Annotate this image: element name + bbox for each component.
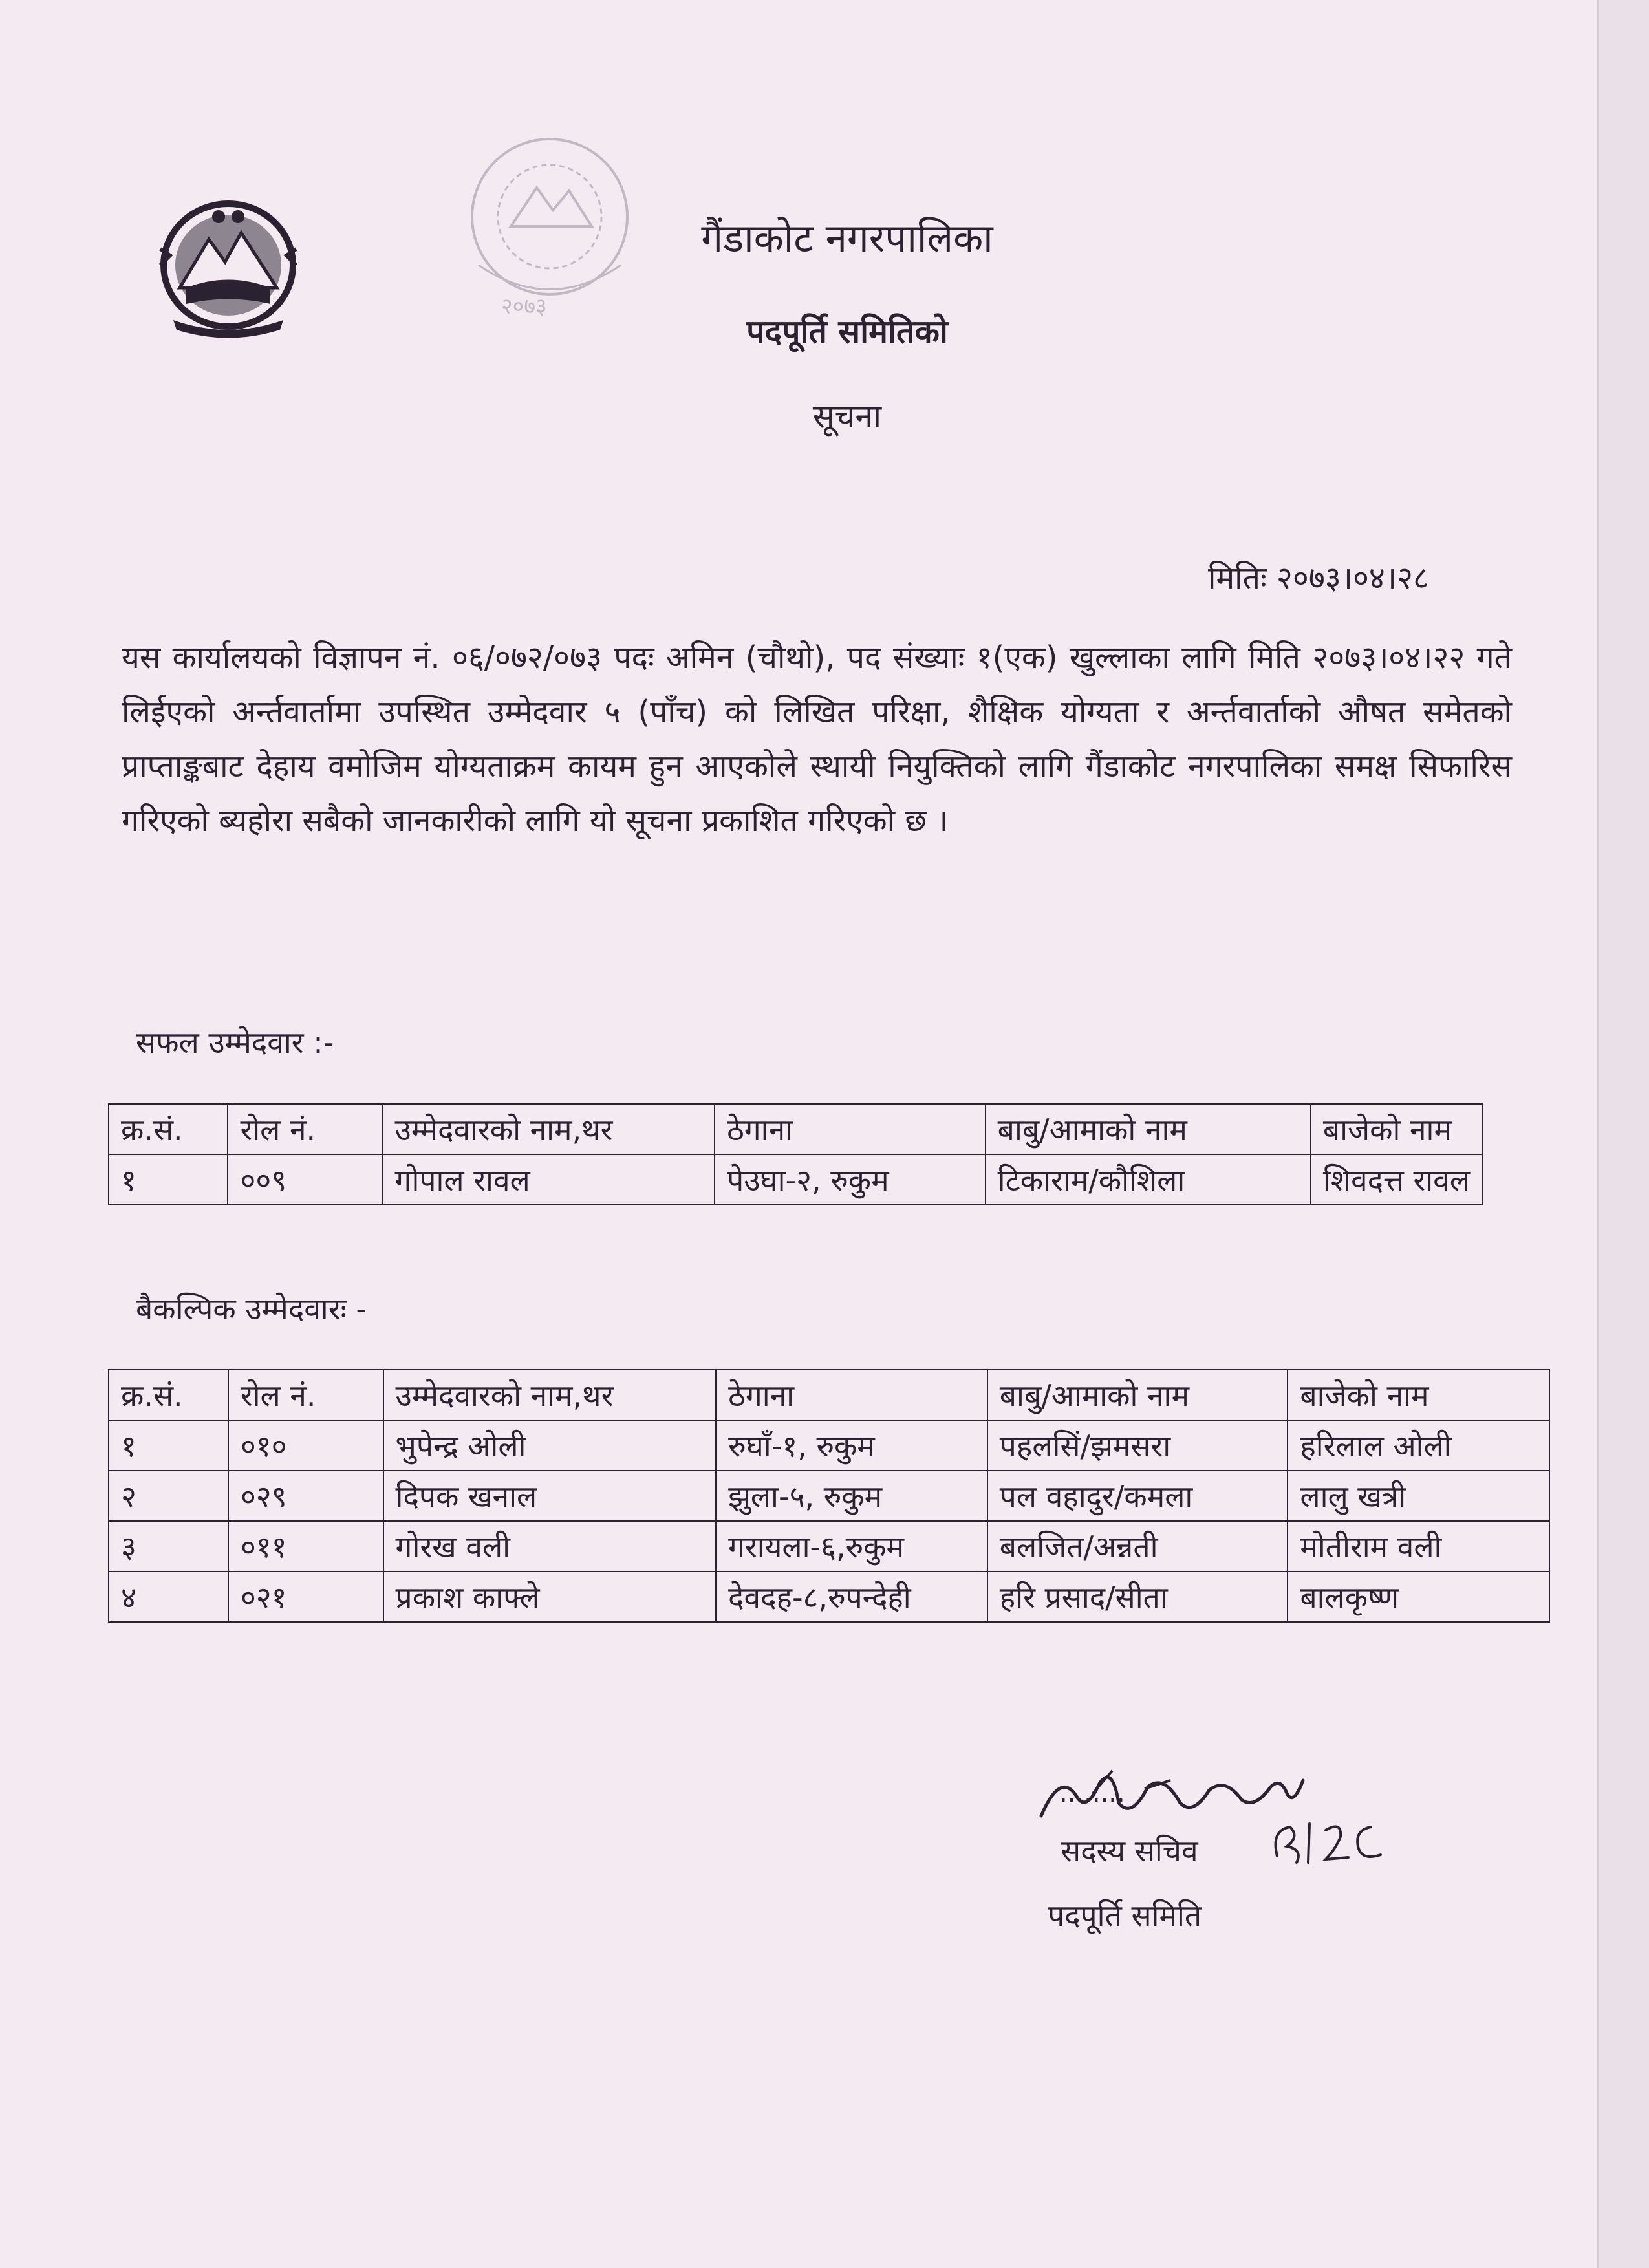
- table-row: [109, 1420, 1549, 1471]
- table-cell: ४: [109, 1571, 228, 1622]
- table-row: [109, 1154, 1482, 1205]
- table-row: [109, 1471, 1549, 1521]
- seal-number: २०७३: [501, 294, 547, 319]
- header-cell: ठेगाना: [715, 1104, 986, 1154]
- header-cell: बाजेको नाम: [1288, 1370, 1549, 1420]
- header-cell: उम्मेदवारको नाम,थर: [383, 1104, 715, 1154]
- table-cell: पेउघा-२, रुकुम: [715, 1154, 986, 1205]
- header-cell: रोल नं.: [228, 1370, 383, 1420]
- header-cell: बाजेको नाम: [1311, 1104, 1482, 1154]
- table-header-row: [109, 1370, 1549, 1420]
- table-cell: शिवदत्त रावल: [1311, 1154, 1482, 1205]
- table-cell: टिकाराम/कौशिला: [986, 1154, 1311, 1205]
- table-cell: ०२१: [228, 1571, 383, 1622]
- paper-edge: [1597, 0, 1649, 2268]
- table-cell: ०२९: [228, 1471, 383, 1521]
- table-cell: पल वहादुर/कमला: [987, 1471, 1288, 1521]
- header-cell: बाबु/आमाको नाम: [987, 1370, 1288, 1420]
- alternate-candidates-table: [108, 1369, 1550, 1623]
- table-header-row: [109, 1104, 1482, 1154]
- notice-date: मितिः २०७३।०४।२८: [1208, 560, 1429, 596]
- table-cell: पहलसिं/झमसरा: [987, 1420, 1288, 1471]
- table-cell: गरायला-६,रुकुम: [716, 1521, 987, 1571]
- successful-candidates-label: सफल उम्मेदवार :-: [136, 1025, 334, 1060]
- header-cell: बाबु/आमाको नाम: [986, 1104, 1311, 1154]
- table-cell: ००९: [228, 1154, 382, 1205]
- table-cell: ०११: [228, 1521, 383, 1571]
- table-cell: हरि प्रसाद/सीता: [987, 1571, 1288, 1622]
- table-row: [109, 1521, 1549, 1571]
- table-cell: भुपेन्द्र ओली: [383, 1420, 717, 1471]
- table-cell: ०१०: [228, 1420, 383, 1471]
- committee-subtitle: पदपूर्ति समितिको: [746, 313, 948, 351]
- table-cell: झुला-५, रुकुम: [716, 1471, 987, 1521]
- table-cell: लालु खत्री: [1288, 1471, 1549, 1521]
- signature-dots: ........: [1059, 1778, 1125, 1808]
- header-cell: रोल नं.: [228, 1104, 382, 1154]
- member-secretary-title: सदस्य सचिव: [1061, 1833, 1198, 1868]
- table-cell: प्रकाश काफ्ले: [383, 1571, 717, 1622]
- table-cell: ३: [109, 1521, 228, 1571]
- table-cell: बालकृष्ण: [1288, 1571, 1549, 1622]
- successful-candidates-table: [108, 1103, 1483, 1205]
- notice-label: सूचना: [812, 398, 882, 435]
- municipality-title: गैंडाकोट नगरपालिका: [701, 216, 993, 261]
- header-cell: उम्मेदवारको नाम,थर: [383, 1370, 717, 1420]
- table-row: [109, 1571, 1549, 1622]
- table-cell: रुघाँ-१, रुकुम: [716, 1420, 987, 1471]
- table-cell: गोपाल रावल: [383, 1154, 715, 1205]
- table-cell: हरिलाल ओली: [1288, 1420, 1549, 1471]
- table-cell: २: [109, 1471, 228, 1521]
- table-cell: मोतीराम वली: [1288, 1521, 1549, 1571]
- table-cell: देवदह-८,रुपन्देही: [716, 1571, 987, 1622]
- handwritten-date: [1264, 1811, 1394, 1869]
- header-cell: क्र.सं.: [109, 1104, 228, 1154]
- alternate-candidates-label: बैकल्पिक उम्मेदवारः -: [136, 1291, 367, 1326]
- table-cell: १: [109, 1420, 228, 1471]
- notice-paragraph: यस कार्यालयको विज्ञापन नं. ०६/०७२/०७३ पदः अमिन (चौथो), पद संख्याः १(एक) खुल्लाका लागि मिति २०७३।०४।२२ गते लिईएको अर्न्तवार्तामा उपस्थित उम्मेदवार ५ (पाँच) को लिखित परिक्षा, शैक्षिक योग्यता र अर्न्तवार्ताको औषत समेतको प्राप्ताङ्कबाट देहाय वमोजिम योग्यताक्रम कायम हुन आएकोले स्थायी नियुक्तिको लागि गैंडाकोट नगरपालिका समक्ष सिफारिस गरिएको ब्यहोरा सबैको जानकारीको लागि यो सूचना प्रकाशित गरिएको छ ।: [122, 640, 1512, 839]
- table-cell: गोरख वली: [383, 1521, 717, 1571]
- header-cell: क्र.सं.: [109, 1370, 228, 1420]
- table-cell: दिपक खनाल: [383, 1471, 717, 1521]
- header-cell: ठेगाना: [716, 1370, 987, 1420]
- table-cell: १: [109, 1154, 228, 1205]
- recruitment-committee-label: पदपूर्ति समिति: [1048, 1898, 1202, 1933]
- table-cell: बलजित/अन्नती: [987, 1521, 1288, 1571]
